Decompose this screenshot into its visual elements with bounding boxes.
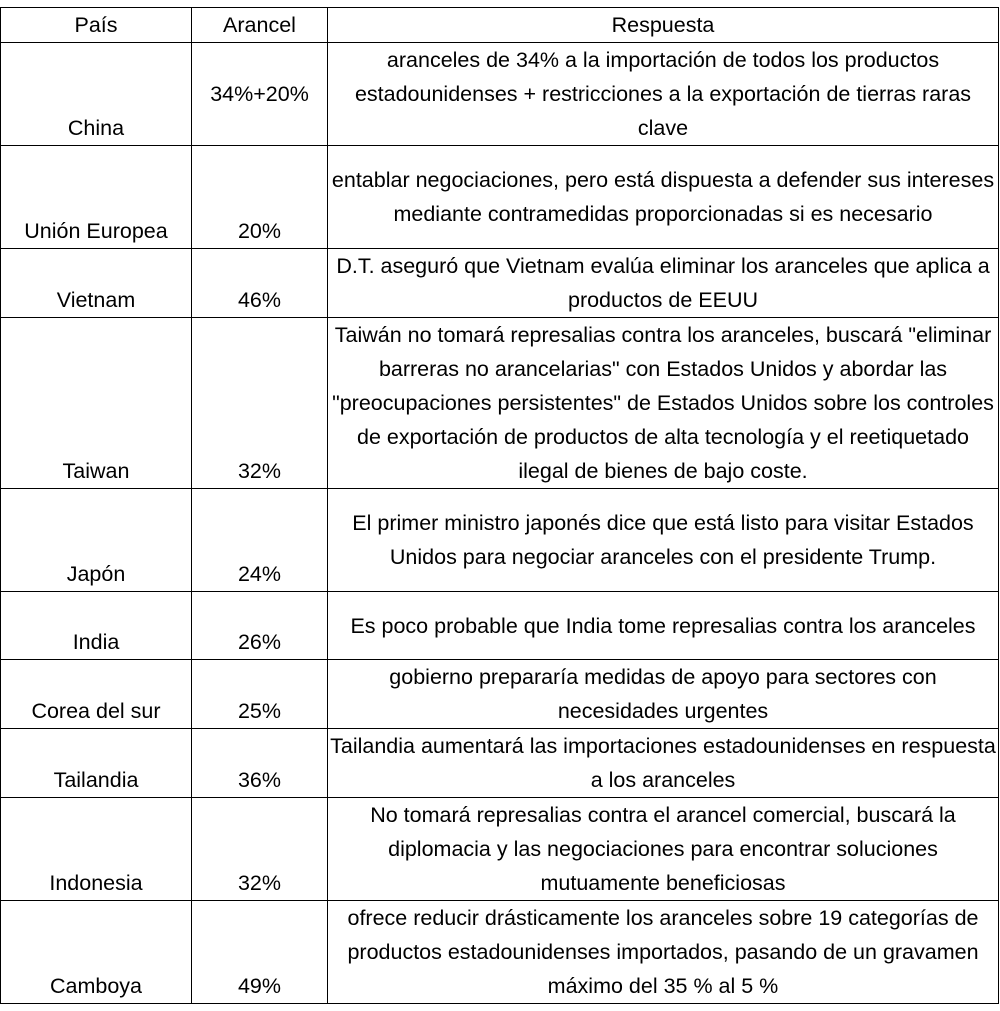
- country-cell: Corea del sur: [1, 660, 192, 729]
- column-header-tariff: Arancel: [192, 8, 328, 43]
- response-cell: entablar negociaciones, pero está dispuesta a defender sus intereses mediante contramedidas proporcionadas si es necesario: [328, 146, 999, 249]
- country-cell: Tailandia: [1, 729, 192, 798]
- tariff-cell: 46%: [192, 249, 328, 318]
- country-cell: Indonesia: [1, 798, 192, 901]
- tariff-cell: 34%+20%: [192, 43, 328, 146]
- tariff-cell: 49%: [192, 901, 328, 1004]
- response-cell: Tailandia aumentará las importaciones estadounidenses en respuesta a los aranceles: [328, 729, 999, 798]
- table-row: [1, 729, 999, 798]
- response-cell: El primer ministro japonés dice que está listo para visitar Estados Unidos para negociar aranceles con el presidente Trump.: [328, 489, 999, 592]
- column-header-response: Respuesta: [328, 8, 999, 43]
- country-cell: Taiwan: [1, 318, 192, 489]
- tariff-cell: 36%: [192, 729, 328, 798]
- tariff-response-table: [0, 7, 999, 1004]
- table-row: [1, 901, 999, 1004]
- table-row: [1, 592, 999, 660]
- table-row: [1, 146, 999, 249]
- tariff-cell: 32%: [192, 318, 328, 489]
- response-cell: D.T. aseguró que Vietnam evalúa eliminar los aranceles que aplica a productos de EEUU: [328, 249, 999, 318]
- tariff-cell: 24%: [192, 489, 328, 592]
- tariff-cell: 32%: [192, 798, 328, 901]
- response-cell: Taiwán no tomará represalias contra los aranceles, buscará "eliminar barreras no arancelarias" con Estados Unidos y abordar las "preocupaciones persistentes" de Estados Unidos sobre los controles de exportación de productos de alta tecnología y el reetiquetado ilegal de bienes de bajo coste.: [328, 318, 999, 489]
- table-row: [1, 43, 999, 146]
- tariff-cell: 25%: [192, 660, 328, 729]
- country-cell: China: [1, 43, 192, 146]
- table-row: [1, 249, 999, 318]
- table-row: [1, 489, 999, 592]
- tariff-cell: 26%: [192, 592, 328, 660]
- response-cell: ofrece reducir drásticamente los aranceles sobre 19 categorías de productos estadounidenses importados, pasando de un gravamen máximo del 35 % al 5 %: [328, 901, 999, 1004]
- column-header-country: País: [1, 8, 192, 43]
- table-row: [1, 660, 999, 729]
- tariff-cell: 20%: [192, 146, 328, 249]
- country-cell: Camboya: [1, 901, 192, 1004]
- response-cell: aranceles de 34% a la importación de todos los productos estadounidenses + restricciones a la exportación de tierras raras clave: [328, 43, 999, 146]
- response-cell: Es poco probable que India tome represalias contra los aranceles: [328, 592, 999, 660]
- country-cell: Japón: [1, 489, 192, 592]
- country-cell: Vietnam: [1, 249, 192, 318]
- table-row: [1, 798, 999, 901]
- response-cell: No tomará represalias contra el arancel comercial, buscará la diplomacia y las negociaciones para encontrar soluciones mutuamente beneficiosas: [328, 798, 999, 901]
- country-cell: Unión Europea: [1, 146, 192, 249]
- country-cell: India: [1, 592, 192, 660]
- response-cell: gobierno prepararía medidas de apoyo para sectores con necesidades urgentes: [328, 660, 999, 729]
- table-row: [1, 318, 999, 489]
- table-header-row: [1, 8, 999, 43]
